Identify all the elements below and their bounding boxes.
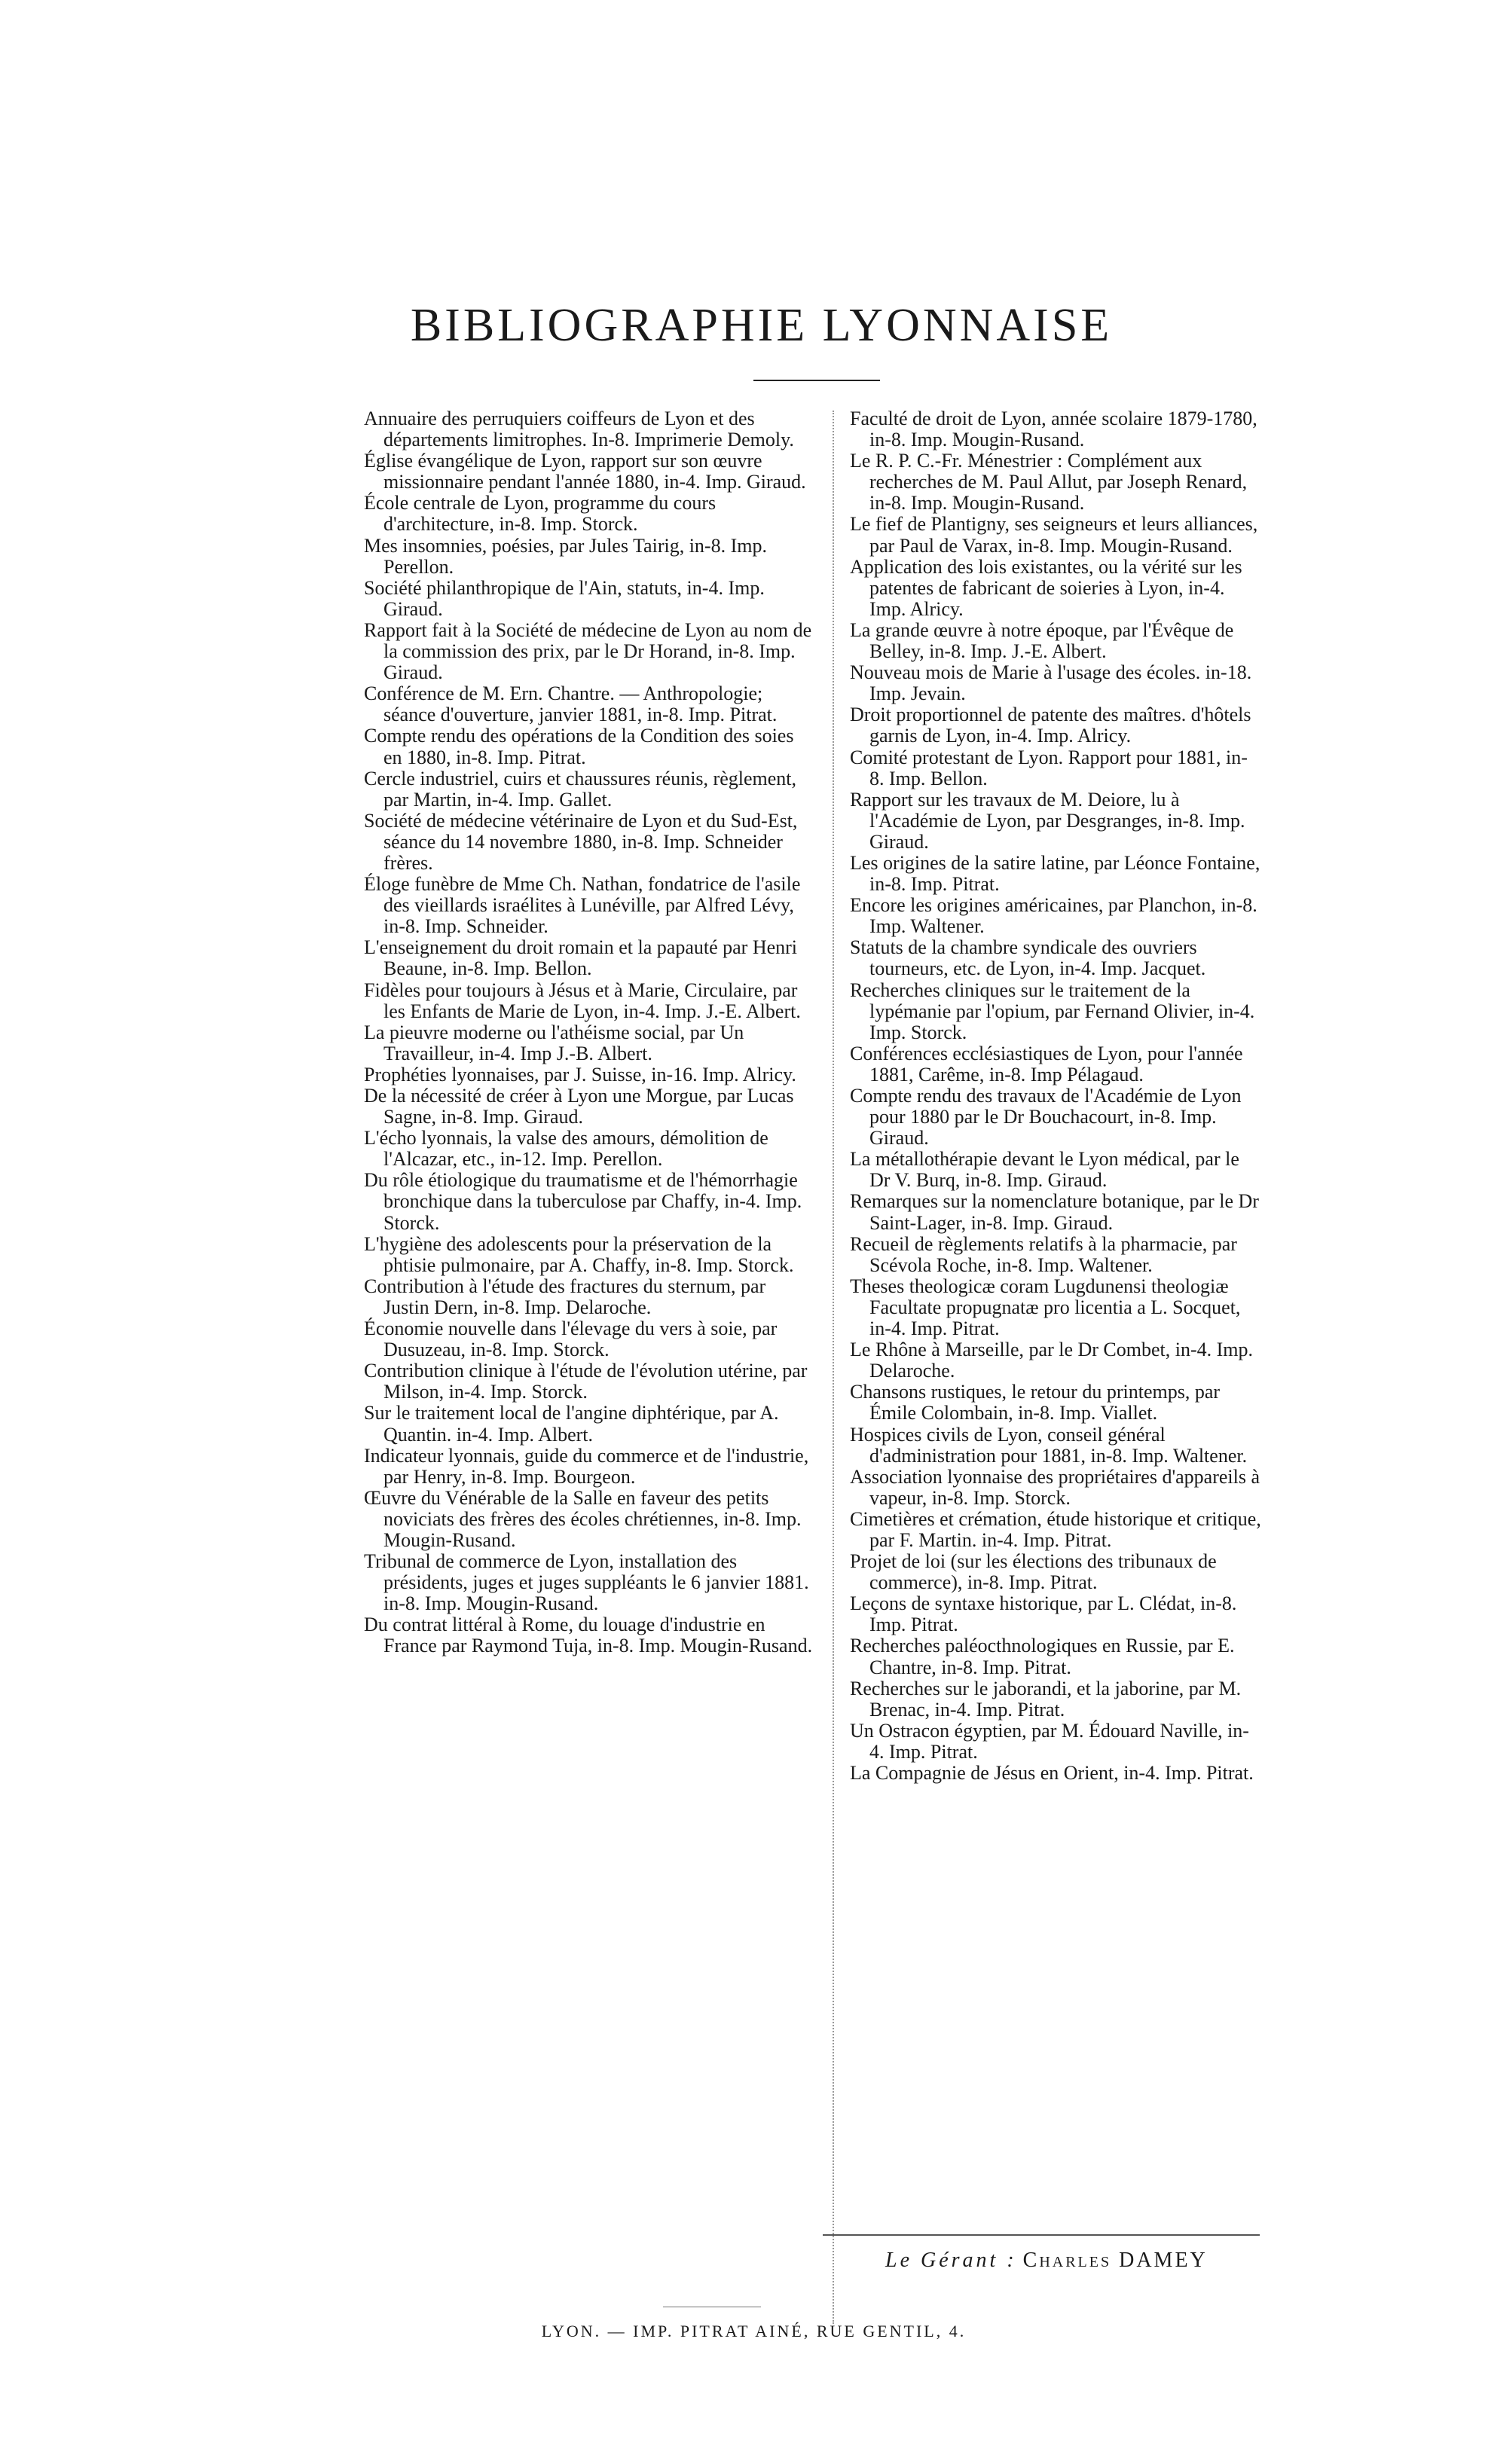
bibliography-entry: Un Ostracon égyptien, par M. Édouard Naville, in-4. Imp. Pitrat. <box>850 1719 1249 1763</box>
bibliography-entry: Les origines de la satire latine, par Léonce Fontaine, in-8. Imp. Pitrat. <box>850 851 1260 896</box>
bibliography-entry: La pieuvre moderne ou l'athéisme social, par Un Travailleur, in-4. Imp J.-B. Albert. <box>364 1021 744 1064</box>
bibliography-entry: Cercle industriel, cuirs et chaussures réunis, règlement, par Martin, in-4. Imp. Gallet. <box>364 767 796 811</box>
bibliography-entry: Chansons rustiques, le retour du printemps, par Émile Colombain, in-8. Imp. Viallet. <box>850 1381 1221 1424</box>
bibliography-entry: Droit proportionnel de patente des maîtres. d'hôtels garnis de Lyon, in-4. Imp. Alricy. <box>850 704 1251 747</box>
bibliography-entry: La grande œuvre à notre époque, par l'Évêque de Belley, in-8. Imp. J.-E. Albert. <box>850 618 1234 663</box>
bibliography-entry: Du rôle étiologique du traumatisme et de l'hémorrhagie bronchique dans la tuberculose par Chaffy, in-4. Imp. Storck. <box>364 1169 802 1234</box>
bibliography-entry: Société de médecine vétérinaire de Lyon et du Sud-Est, séance du 14 novembre 1880, in-8. Imp. Schneider frères. <box>364 809 798 874</box>
bibliography-entry: Cimetières et crémation, étude historique et critique, par F. Martin. in-4. Imp. Pitrat. <box>850 1507 1261 1551</box>
bibliography-entry: De la nécessité de créer à Lyon une Morgue, par Lucas Sagne, in-8. Imp. Giraud. <box>364 1085 794 1128</box>
page-title: BIBLIOGRAPHIE LYONNAISE <box>410 300 1113 351</box>
bibliography-entry: Compte rendu des opérations de la Condition des soies en 1880, in-8. Imp. Pitrat. <box>364 725 794 768</box>
bibliography-entry: Le fief de Plantigny, ses seigneurs et leurs alliances, par Paul de Varax, in-8. Imp. Mougin-Rusand. <box>850 513 1258 557</box>
bibliography-entry: Tribunal de commerce de Lyon, installation des présidents, juges et juges suppléants le 6 janvier 1881. in-8. Imp. Mougin-Rusand. <box>364 1550 809 1615</box>
bibliography-entry: Comité protestant de Lyon. Rapport pour 1881, in-8. Imp. Bellon. <box>850 746 1248 789</box>
right-column <box>850 408 1261 1784</box>
bibliography-entry: Recherches cliniques sur le traitement de la lypémanie par l'opium, par Fernand Olivier, in-4. Imp. Storck. <box>850 979 1255 1043</box>
left-column <box>364 408 816 1657</box>
bibliography-entry: Contribution à l'étude des fractures du sternum, par Justin Dern, in-8. Imp. Delaroche. <box>364 1275 766 1318</box>
bibliography-entry: Prophéties lyonnaises, par J. Suisse, in-16. Imp. Alricy. <box>364 1063 796 1085</box>
bibliography-entry: Mes insomnies, poésies, par Jules Tairig, in-8. Imp. Perellon. <box>364 534 767 578</box>
bibliography-entry: L'hygiène des adolescents pour la préservation de la phtisie pulmonaire, par A. Chaffy, in-8. Imp. Storck. <box>364 1232 794 1276</box>
bibliography-entry: Rapport sur les travaux de M. Deiore, lu à l'Académie de Lyon, par Desgranges, in-8. Imp. Giraud. <box>850 788 1245 853</box>
bibliography-entry: Conférence de M. Ern. Chantre. — Anthropologie; séance d'ouverture, janvier 1881, in-8. Imp. Pitrat. <box>364 682 778 726</box>
bibliography-entry: Application des lois existantes, ou la vérité sur les patentes de fabricant de soieries à Lyon, in-4. Imp. Alricy. <box>850 555 1242 620</box>
footer-rule <box>823 2234 1260 2236</box>
signature-name: Charles DAMEY <box>1022 2249 1208 2272</box>
bibliography-entry: Rapport fait à la Société de médecine de Lyon au nom de la commission des prix, par le Dr Horand, in-8. Imp. Giraud. <box>364 618 812 684</box>
imprint: LYON. — IMP. PITRAT AINÉ, RUE GENTIL, 4. <box>541 2322 967 2340</box>
bibliography-entry: Société philanthropique de l'Ain, statuts, in-4. Imp. Giraud. <box>364 576 765 620</box>
bibliography-entry: Recueil de règlements relatifs à la pharmacie, par Scévola Roche, in-8. Imp. Waltener. <box>850 1232 1237 1276</box>
bibliography-entry: Le R. P. C.-Fr. Ménestrier : Complément aux recherches de M. Paul Allut, par Joseph Renard, in-8. Imp. Mougin-Rusand. <box>850 450 1248 514</box>
bibliography-entry: Sur le traitement local de l'angine diphtérique, par A. Quantin. in-4. Imp. Albert. <box>364 1402 779 1446</box>
bibliography-entry: Éloge funèbre de Mme Ch. Nathan, fondatrice de l'asile des vieillards israélites à Lunéville, par Alfred Lévy, in-8. Imp. Schneider. <box>364 873 801 938</box>
bibliography-entry: Économie nouvelle dans l'élevage du vers à soie, par Dusuzeau, in-8. Imp. Storck. <box>364 1317 778 1361</box>
bibliography-entry: Conférences ecclésiastiques de Lyon, pour l'année 1881, Carême, in-8. Imp Pélagaud. <box>850 1042 1243 1085</box>
bibliography-entry: Remarques sur la nomenclature botanique, par le Dr Saint-Lager, in-8. Imp. Giraud. <box>850 1190 1259 1234</box>
bibliography-entry: Compte rendu des travaux de l'Académie de Lyon pour 1880 par le Dr Bouchacourt, in-8. Imp. Giraud. <box>850 1085 1242 1150</box>
bibliography-entry: Leçons de syntaxe historique, par L. Clédat, in-8. Imp. Pitrat. <box>850 1592 1237 1636</box>
bibliography-entry: Recherches sur le jaborandi, et la jaborine, par M. Brenac, in-4. Imp. Pitrat. <box>850 1677 1242 1721</box>
bibliography-entry: École centrale de Lyon, programme du cours d'architecture, in-8. Imp. Storck. <box>364 492 717 536</box>
bibliography-entry: Fidèles pour toujours à Jésus et à Marie, Circulaire, par les Enfants de Marie de Lyon, in-4. Imp. J.-E. Albert. <box>364 979 801 1022</box>
bibliography-entry: La métallothérapie devant le Lyon médical, par le Dr V. Burq, in-8. Imp. Giraud. <box>850 1148 1239 1192</box>
bibliography-entry: Œuvre du Vénérable de la Salle en faveur des petits noviciats des frères des écoles chrétiennes, in-8. Imp. Mougin-Rusand. <box>364 1486 802 1551</box>
column-separator <box>833 411 834 2324</box>
signature <box>885 2249 1208 2273</box>
bibliography-entry: L'enseignement du droit romain et la papauté par Henri Beaune, in-8. Imp. Bellon. <box>364 936 798 980</box>
bibliography-entry: Recherches paléocthnologiques en Russie, par E. Chantre, in-8. Imp. Pitrat. <box>850 1635 1235 1678</box>
bibliography-entry: Statuts de la chambre syndicale des ouvriers tourneurs, etc. de Lyon, in-4. Imp. Jacquet. <box>850 936 1206 980</box>
signature-label: Le Gérant : <box>885 2249 1017 2272</box>
bibliography-entry: Encore les origines américaines, par Planchon, in-8. Imp. Waltener. <box>850 894 1257 938</box>
bibliography-entry: Association lyonnaise des propriétaires d'appareils à vapeur, in-8. Imp. Storck. <box>850 1465 1260 1509</box>
bibliography-entry: Theses theologicæ coram Lugdunensi theologiæ Facultate propugnatæ pro licentia a L. Socquet, in-4. Imp. Pitrat. <box>850 1275 1241 1340</box>
bibliography-entry: Hospices civils de Lyon, conseil général d'administration pour 1881, in-8. Imp. Waltener. <box>850 1423 1248 1467</box>
bibliography-entry: Annuaire des perruquiers coiffeurs de Lyon et des départements limitrophes. In-8. Imprimerie Demoly. <box>364 408 794 451</box>
bibliography-entry: L'écho lyonnais, la valse des amours, démolition de l'Alcazar, etc., in-12. Imp. Perellon. <box>364 1127 768 1171</box>
bibliography-entry: Le Rhône à Marseille, par le Dr Combet, in-4. Imp. Delaroche. <box>850 1339 1254 1382</box>
bibliography-entry: Église évangélique de Lyon, rapport sur son œuvre missionnaire pendant l'année 1880, in-4. Imp. Giraud. <box>364 450 806 493</box>
bibliography-entry: Projet de loi (sur les élections des tribunaux de commerce), in-8. Imp. Pitrat. <box>850 1550 1217 1594</box>
bibliography-entry: Contribution clinique à l'étude de l'évolution utérine, par Milson, in-4. Imp. Storck. <box>364 1360 808 1403</box>
bibliography-entry: La Compagnie de Jésus en Orient, in-4. Imp. Pitrat. <box>850 1762 1254 1784</box>
title-rule <box>753 380 880 381</box>
bibliography-entry: Faculté de droit de Lyon, année scolaire 1879-1780, in-8. Imp. Mougin-Rusand. <box>850 408 1257 451</box>
bibliography-entry: Indicateur lyonnais, guide du commerce et de l'industrie, par Henry, in-8. Imp. Bourgeon. <box>364 1444 809 1488</box>
bibliography-entry: Du contrat littéral à Rome, du louage d'industrie en France par Raymond Tuja, in-8. Imp. Mougin-Rusand. <box>364 1614 813 1657</box>
bibliography-entry: Nouveau mois de Marie à l'usage des écoles. in-18. Imp. Jevain. <box>850 661 1252 705</box>
